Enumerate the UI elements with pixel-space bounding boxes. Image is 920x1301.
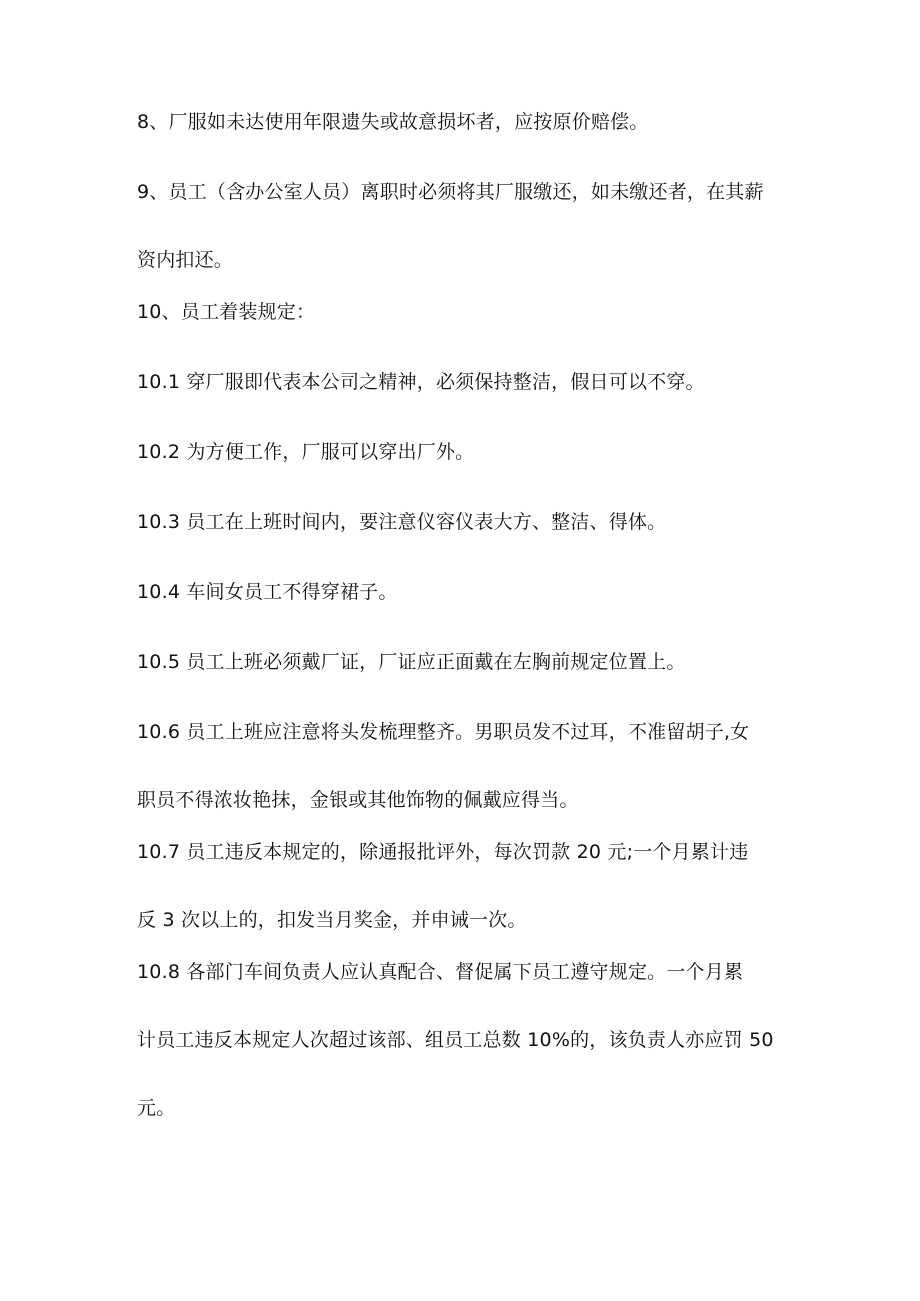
clause-10-8-line-1: 10.8 各部门车间负责人应认真配合、督促属下员工遵守规定。一个月累 [137, 961, 744, 983]
clause-10-8 [137, 938, 789, 1142]
clause-10-7-line-1: 10.7 员工违反本规定的，除通报批评外，每次罚款 20 元;一个月累计违 [137, 841, 749, 863]
clause-10-7-line-2: 反 3 次以上的，扣发当月奖金，并申诫一次。 [137, 909, 527, 931]
clause-8 [137, 88, 789, 156]
clause-10-heading [137, 278, 789, 346]
clause-10-5-line: 10.5 员工上班必须戴厂证，厂证应正面戴在左胸前规定位置上。 [137, 651, 686, 673]
clause-10-6-line-1: 10.6 员工上班应注意将头发梳理整齐。男职员发不过耳，不准留胡子,女 [137, 721, 750, 743]
clause-10-8-line-3: 元。 [137, 1097, 176, 1119]
clause-10-8-line-2: 计员工违反本规定人次超过该部、组员工总数 10%的，该负责人亦应罚 50 [137, 1029, 774, 1051]
clause-10-5 [137, 628, 789, 696]
clause-10-6-line-2: 职员不得浓妆艳抹，金银或其他饰物的佩戴应得当。 [137, 789, 579, 811]
clause-9 [137, 158, 789, 294]
clause-10-7 [137, 818, 789, 954]
clause-9-line-1: 9、员工（含办公室人员）离职时必须将其厂服缴还，如未缴还者，在其薪 [137, 181, 764, 203]
clause-10-1 [137, 348, 789, 416]
clause-10-2-line: 10.2 为方便工作，厂服可以穿出厂外。 [137, 441, 475, 463]
clause-10-4 [137, 558, 789, 626]
clause-10-2 [137, 418, 789, 486]
clause-10-6 [137, 698, 789, 834]
clause-10-4-line: 10.4 车间女员工不得穿裙子。 [137, 581, 398, 603]
clause-10-3 [137, 488, 789, 556]
clause-8-line-1: 8、厂服如未达使用年限遗失或故意损坏者，应按原价赔偿。 [137, 111, 649, 133]
clause-10-1-line: 10.1 穿厂服即代表本公司之精神，必须保持整洁，假日可以不穿。 [137, 371, 705, 393]
clause-10-3-line: 10.3 员工在上班时间内，要注意仪容仪表大方、整洁、得体。 [137, 511, 667, 533]
clause-10-heading-line: 10、员工着装规定： [137, 301, 316, 323]
clause-9-line-2: 资内扣还。 [137, 249, 234, 271]
